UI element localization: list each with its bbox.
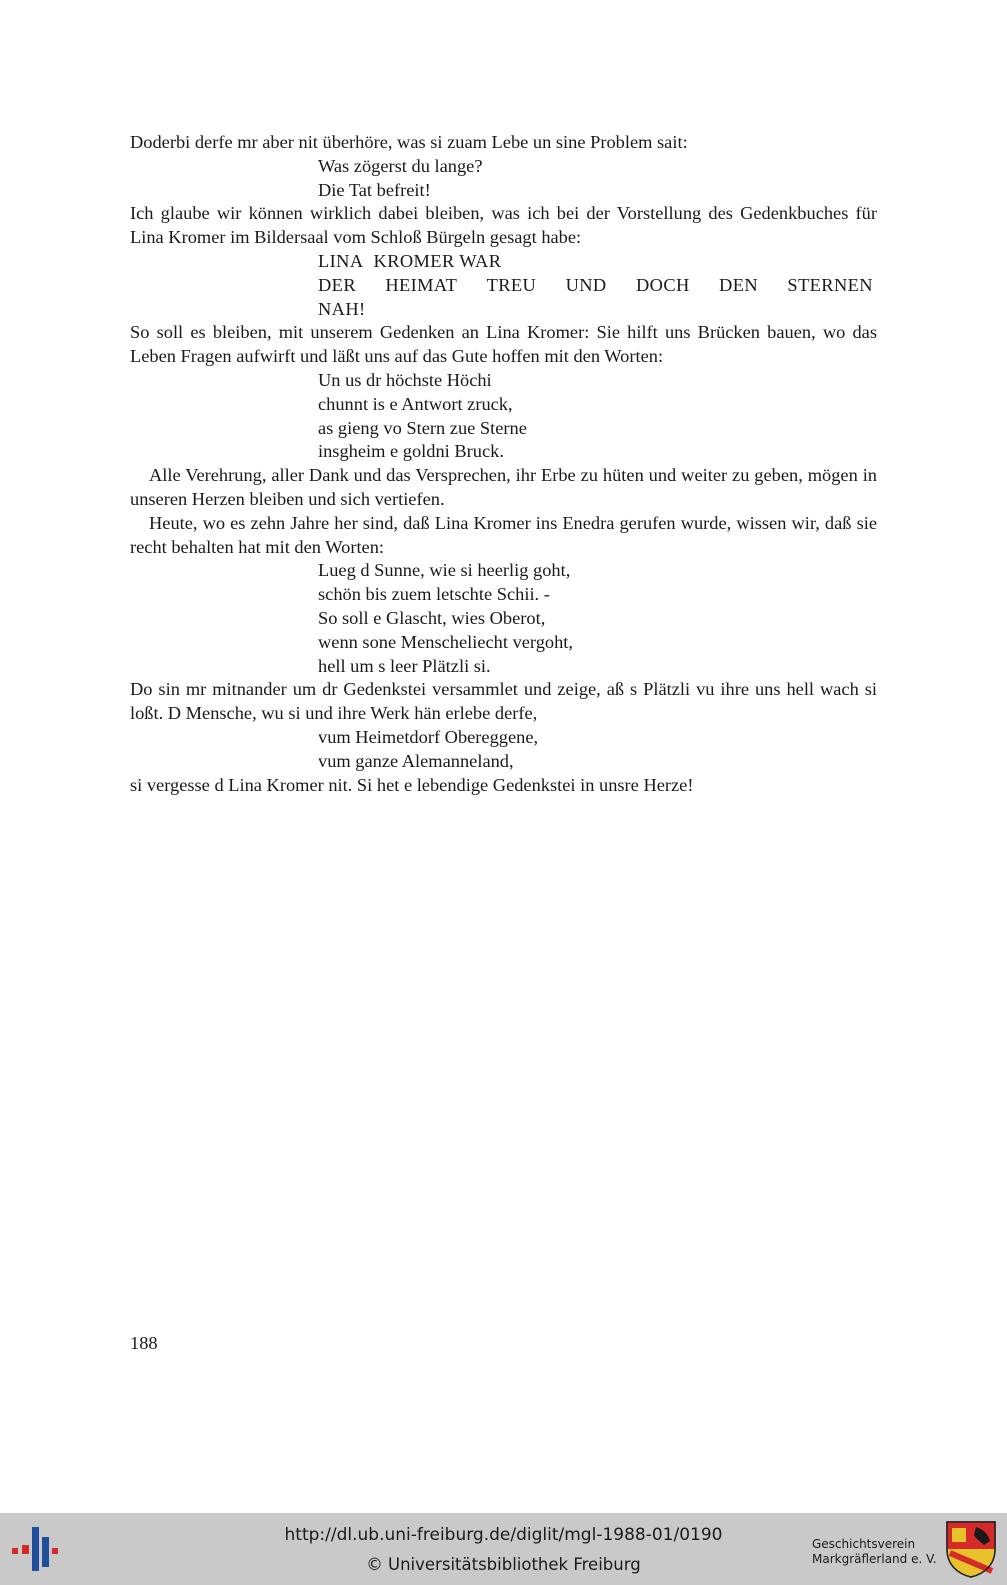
closing-paragraph: si vergesse d Lina Kromer nit. Si het e lebendige Gedenkstei in unsre Herze! xyxy=(130,774,694,795)
paragraph-5: Do sin mr mitnander um dr Gedenkstei versammlet und zeige, aß s Plätzli vu ihre uns hell wach si loßt. D Mensche, wu si und ihre Werk hän erlebe derfe, xyxy=(130,679,877,724)
verse-2 xyxy=(318,369,877,464)
quote-word: KROMER xyxy=(373,250,455,271)
verse-1 xyxy=(318,155,877,203)
paragraph-3: Alle Verehrung, aller Dank und das Versprechen, ihr Erbe zu hüten und weiter zu geben, mögen in unseren Herzen bleiben und sich vertiefen. xyxy=(130,465,877,509)
copyright-text: © Universitätsbibliothek Freiburg xyxy=(366,1555,641,1574)
society-line-1: Geschichtsverein xyxy=(812,1537,916,1551)
quote-line-2 xyxy=(318,274,873,298)
verse-line: wenn sone Menscheliecht vergoht, xyxy=(318,631,574,652)
verse-4 xyxy=(318,726,877,774)
verse-line: vum Heimetdorf Obereggene, xyxy=(318,726,539,747)
paragraph-1: Ich glaube wir können wirklich dabei bleiben, was ich bei der Vorstellung des Gedenkbuches für Lina Kromer im Bildersaal vom Schloß Bürgeln gesagt habe: xyxy=(130,203,877,248)
page-number: 188 xyxy=(130,1333,158,1353)
intro-paragraph: Doderbi derfe mr aber nit überhöre, was si zuam Lebe un sine Problem sait: xyxy=(130,132,688,152)
quote-word: WAR xyxy=(459,250,502,271)
quote-word: UND xyxy=(565,274,607,295)
quote-word: DEN xyxy=(719,274,759,295)
verse-line: vum ganze Alemanneland, xyxy=(318,750,514,771)
verse-line: Un us dr höchste Höchi xyxy=(318,369,492,390)
capital-quote xyxy=(318,250,873,321)
footer-band xyxy=(0,1513,1007,1585)
paragraph-2: So soll es bleiben, mit unserem Gedenken an Lina Kromer: Sie hilft uns Brücken bauen, wo das Leben Fragen aufwirft und läßt uns auf das Gute hoffen mit den Worten: xyxy=(130,322,877,367)
quote-line-1 xyxy=(318,250,873,274)
verse-line: Was zögerst du lange? xyxy=(318,155,483,176)
coat-of-arms-icon[interactable] xyxy=(944,1519,998,1579)
verse-line: Lueg d Sunne, wie si heerlig goht, xyxy=(318,560,571,581)
document-url-link[interactable]: http://dl.ub.uni-freiburg.de/diglit/mgl-1988-01/0190 xyxy=(284,1525,723,1545)
quote-word: DOCH xyxy=(635,274,690,295)
quote-word: DER xyxy=(318,274,356,295)
quote-word: HEIMAT xyxy=(385,274,458,295)
paragraph-4: Heute, wo es zehn Jahre her sind, daß Lina Kromer ins Enedra gerufen wurde, wissen wir, daß sie recht behalten hat mit den Worten: xyxy=(130,512,877,557)
verse-line: hell um s leer Plätzli si. xyxy=(318,655,491,676)
quote-word: TREU xyxy=(486,274,537,295)
page-text xyxy=(130,131,877,797)
verse-line: schön bis zuem letschte Schii. - xyxy=(318,584,550,605)
society-line-2: Markgräflerland e. V. xyxy=(812,1552,937,1566)
verse-line: chunnt is e Antwort zruck, xyxy=(318,393,513,414)
quote-word: STERNEN xyxy=(787,274,873,295)
society-name xyxy=(812,1537,937,1567)
verse-line: So soll e Glascht, wies Oberot, xyxy=(318,607,546,628)
quote-word: LINA xyxy=(318,250,364,271)
verse-line: as gieng vo Stern zue Sterne xyxy=(318,417,527,438)
verse-line: Die Tat befreit! xyxy=(318,179,431,200)
quote-line-3: NAH! xyxy=(318,298,366,319)
verse-line: insgheim e goldni Bruck. xyxy=(318,441,504,462)
verse-3 xyxy=(318,559,877,678)
